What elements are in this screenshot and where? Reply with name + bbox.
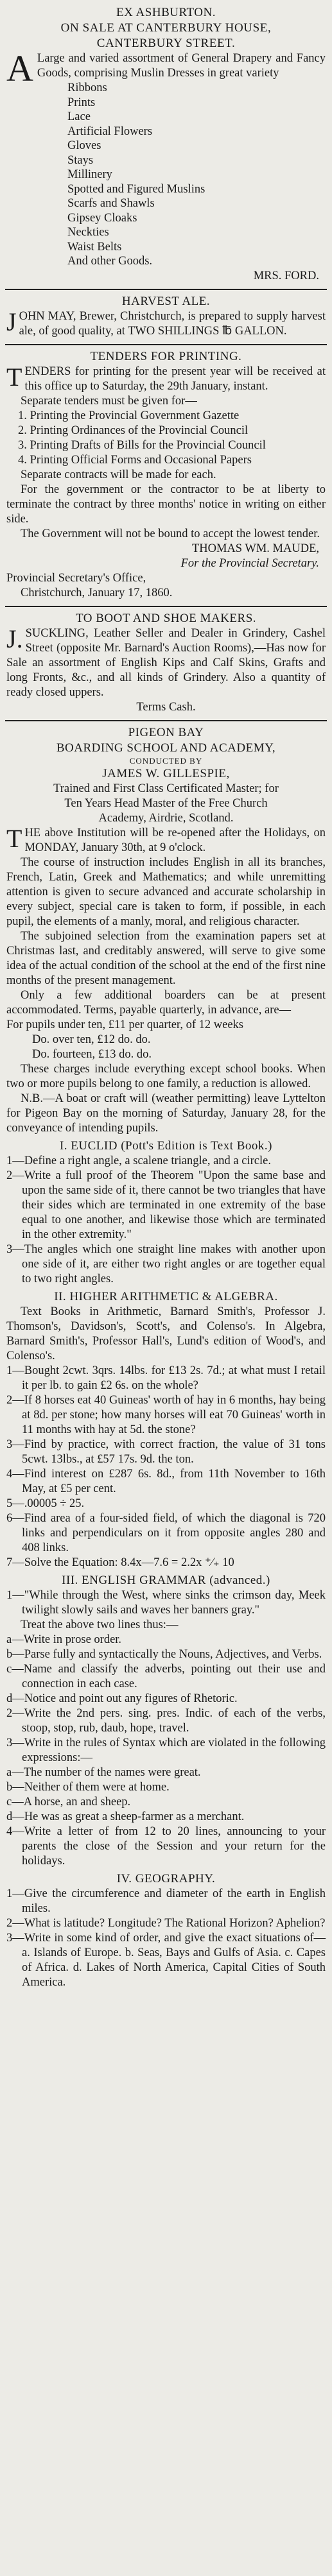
fee-row: For pupils under ten, £11 per quarter, of 12 weeks: [6, 1018, 243, 1031]
exam-section-title: III. ENGLISH GRAMMAR (advanced.): [62, 1573, 270, 1587]
exam-subpart: d—Notice and point out any figures of Rhetoric.: [6, 1692, 238, 1705]
ad-opening: [6, 823, 326, 855]
list-item: Scarfs and Shawls: [67, 197, 155, 210]
exam-question: 4—Write a letter of from 12 to 20 lines, announcing to your parents the close of the Session and your return for the holidays.: [6, 1825, 326, 1868]
ad-signer-role: For the Provincial Secretary.: [180, 556, 319, 570]
exam-subpart: a—The number of the names were great.: [6, 1765, 201, 1779]
dropcap: J.: [6, 624, 23, 653]
fee-row: Do. over ten, £12 do. do.: [32, 1033, 151, 1046]
list-item: Lace: [67, 110, 91, 123]
exam-instruction: Treat the above two lines thus:—: [21, 1618, 179, 1631]
divider: [5, 606, 327, 607]
exam-question: 3—Write in some kind of order, and give the exact situations of—a. Islands of Europe. b. Seas, Bays and Gulfs of Asia. c. Capes of Africa. d. Lakes of North America, Capital Cities of South America.: [6, 1931, 326, 1989]
ad-boot-shoe: [5, 610, 327, 717]
list-item: Neckties: [67, 226, 109, 239]
exam-subpart: b—Parse fully and syntactically the Nouns, Adjectives, and Verbs.: [6, 1647, 322, 1661]
ad-pigeon-bay-school: [5, 724, 327, 1993]
ad-paragraph: These charges include everything except school books. When two or more pupils belong to one family, a reduction is allowed.: [6, 1062, 326, 1090]
list-item: 4. Printing Official Forms and Occasional Papers: [18, 453, 252, 467]
exam-question: 7—Solve the Equation: 8.4x—7.6 = 2.2x ⁺⁄₊ 10: [6, 1556, 234, 1569]
list-item: Gloves: [67, 139, 101, 152]
ad-date: Christchurch, January 17, 1860.: [21, 586, 173, 599]
list-item: 3. Printing Drafts of Bills for the Provincial Council: [18, 438, 266, 452]
ad-street: CANTERBURY STREET.: [96, 37, 236, 50]
ad-intro-text: ENDERS for printing for the present year will be received at this office up to Saturday, the 29th January, instant.: [24, 365, 326, 393]
exam-subpart: b—Neither of them were at home.: [6, 1780, 170, 1794]
ad-office: Provincial Secretary's Office,: [6, 571, 146, 585]
ad-lead: OHN MAY, Brewer, Christchurch, is: [19, 309, 196, 323]
ad-opening-text: HE above Institution will be re-opened after the Holidays, on MONDAY, January 30th, at 9 o'clock.: [24, 826, 326, 854]
ad-intro: [6, 362, 326, 394]
exam-question: 2—Write a full proof of the Theorem "Upon the same base and upon the same side of it, there cannot be two triangles that have their sides which are terminated in one extremity of the base equal to one another, and likewise those which are terminated in the other extremity.": [6, 1169, 326, 1241]
ad-text: prepared to supply harvest ale, of good quality, at TWO SHILLINGS ℔ GALLON.: [19, 309, 326, 338]
list-item: Stays: [67, 153, 94, 167]
ad-body: [6, 626, 326, 700]
exam-question: 3—Find by practice, with correct fraction, the value of 31 tons 5cwt. 13lbs., at £57 17s. 9d. the ton.: [6, 1438, 326, 1466]
list-item: 1. Printing the Provincial Government Gazette: [18, 409, 240, 422]
dropcap: A: [6, 47, 33, 89]
exam-question: 2—Write the 2nd pers. sing. pres. Indic. of each of the verbs, stoop, stop, rub, daub, hope, travel.: [6, 1706, 326, 1735]
ad-ex-ashburton: [5, 4, 327, 286]
exam-question: 3—The angles which one straight line makes with another upon one side of it, are either two right angles or are together equal to two right angles.: [6, 1242, 326, 1285]
ad-text: SUCKLING, Leather Seller and Dealer in Grindery, Cashel Street (opposite Mr. Barnard's Auction Rooms),—Has now for Sale an assortment of English Kips and Calf Skins, Grafts and long Fronts, &c., and all kinds of Grindery. Also a quantity of ready closed uppers.: [6, 626, 326, 699]
ad-paragraph: The subjoined selection from the examination papers set at Christmas last, and creditably answered, will serve to give some idea of the actual condition of the school at the end of the first nine months of the present management.: [6, 929, 326, 987]
exam-subpart: d—He was as great a sheep-farmer as a merchant.: [6, 1810, 245, 1823]
exam-question: 1—Bought 2cwt. 3qrs. 14lbs. for £13 2s. 7d.; at what must I retail it per lb. to gain £2 6s. on the whole?: [6, 1364, 326, 1392]
dropcap: T: [6, 362, 22, 391]
exam-section-title: IV. GEOGRAPHY.: [116, 1871, 216, 1885]
exam-text-books: Text Books in Arithmetic, Barnard Smith's, Professor J. Thomson's, Davidson's, Scott's, and Colenso's. In Algebra, Barnard Smith's, Professor Hall's, Lund's edition of Wood's, and Colenso's.: [6, 1305, 326, 1362]
ad-paragraph: The course of instruction includes English in all its branches, French, Latin, Greek and Mathematics; and while unremitting attention is given to secure advanced and accurate scholarship in every subject, special care is taken to form, if possible, in each pupil, the elements of a manly, moral, and religious character.: [6, 855, 326, 928]
ad-subtitle: BOARDING SCHOOL AND ACADEMY,: [56, 741, 276, 755]
ad-title: PIGEON BAY: [128, 725, 204, 739]
ad-intro-text: Large and varied assortment of General Drapery and Fancy Goods, comprising Muslin Dresses in great variety: [37, 52, 326, 80]
ad-name: JAMES W. GILLESPIE,: [102, 766, 230, 780]
exam-section-title: I. EUCLID (Pott's Edition is Text Book.): [59, 1138, 272, 1153]
exam-question: 2—What is latitude? Longitude? The Rational Horizon? Aphelion?: [6, 1916, 326, 1930]
exam-question: 3—Write in the rules of Syntax which are violated in the following expressions:—: [6, 1736, 326, 1764]
list-item: And other Goods.: [67, 255, 153, 268]
ad-body: [6, 309, 326, 339]
exam-question: 1—"While through the West, where sinks the crimson day, Meek twilight slowly sails and waves her banners gray.": [6, 1588, 326, 1617]
ad-tenders: [5, 348, 327, 603]
ad-title: HARVEST ALE.: [121, 294, 211, 308]
ad-cred: Ten Years Head Master of the Free Church: [64, 796, 268, 810]
ad-title: TO BOOT AND SHOE MAKERS.: [75, 611, 257, 625]
ad-title: EX ASHBURTON.: [116, 6, 216, 19]
exam-section-title: II. HIGHER ARITHMETIC & ALGEBRA.: [54, 1289, 278, 1303]
ad-harvest-ale: [5, 293, 327, 341]
ad-liberty: For the government or the contractor to be at liberty to terminate the contract by three months' notice in writing on either side.: [6, 483, 326, 526]
exam-question: 6—Find area of a four-sided field, of which the diagonal is 720 links and perpendiculars on it from opposite angles 280 and 408 links.: [6, 1511, 326, 1554]
dropcap: T: [6, 823, 22, 853]
list-item: Prints: [67, 96, 96, 109]
ad-contracts: Separate contracts will be made for each.: [21, 468, 216, 481]
list-item: Ribbons: [67, 82, 107, 94]
list-item: Waist Belts: [67, 240, 122, 253]
ad-terms: Terms Cash.: [136, 700, 196, 714]
divider: [5, 344, 327, 345]
exam-question: 1—Give the circumference and diameter of the earth in English miles.: [6, 1887, 326, 1915]
exam-subpart: c—Name and classify the adverbs, pointing out their use and connection in each case.: [6, 1662, 326, 1690]
exam-question: 5—.00005 ÷ 25.: [6, 1497, 85, 1510]
newspaper-column: [5, 4, 327, 2568]
ad-bound: The Government will not be bound to accept the lowest tender.: [21, 527, 320, 540]
exam-question: 2—If 8 horses eat 40 Guineas' worth of hay in 6 months, hay being at 8d. per stone; how many horses will eat 70 Guineas' worth in 11 months with hay at 5d. the stone?: [6, 1393, 326, 1436]
exam-question: 4—Find interest on £287 6s. 8d., from 11th November to 16th May, at £5 per cent.: [6, 1467, 326, 1495]
ad-nb: N.B.—A boat or craft will (weather permitting) leave Lyttelton for Pigeon Bay on the morning of Saturday, January 28, for the conveyance of intending pupils.: [6, 1092, 326, 1135]
tender-list: [6, 409, 326, 468]
divider: [5, 289, 327, 290]
exam-subpart: a—Write in prose order.: [6, 1633, 122, 1646]
exam-subpart: c—A horse, an and sheep.: [6, 1795, 131, 1808]
list-item: 2. Printing Ordinances of the Provincial Council: [18, 424, 249, 437]
list-item: Millinery: [67, 168, 112, 181]
fee-row: Do. fourteen, £13 do. do.: [32, 1047, 152, 1061]
ad-cred: Trained and First Class Certificated Master; for: [53, 782, 279, 795]
ad-subtitle: ON SALE AT CANTERBURY HOUSE,: [60, 21, 272, 35]
ad-title: TENDERS FOR PRINTING.: [90, 349, 242, 363]
ad-cred: Academy, Airdrie, Scotland.: [98, 811, 234, 825]
ad-signature: MRS. FORD.: [253, 269, 319, 282]
list-item: Spotted and Figured Muslins: [67, 182, 205, 196]
divider: [5, 720, 327, 721]
list-item: Artificial Flowers: [67, 125, 153, 138]
list-item: Gipsey Cloaks: [67, 211, 137, 225]
exam-question: 1—Define a right angle, a scalene triangle, and a circle.: [6, 1154, 271, 1167]
item-list: [6, 81, 326, 269]
ad-signer: THOMAS WM. MAUDE,: [191, 542, 319, 555]
ad-paragraph: Only a few additional boarders can be at present accommodated. Terms, payable quarterly, in advance, are—: [6, 988, 326, 1017]
ad-separate: Separate tenders must be given for—: [21, 394, 197, 408]
ad-conducted: CONDUCTED BY: [129, 755, 203, 766]
dropcap: J: [6, 307, 17, 336]
